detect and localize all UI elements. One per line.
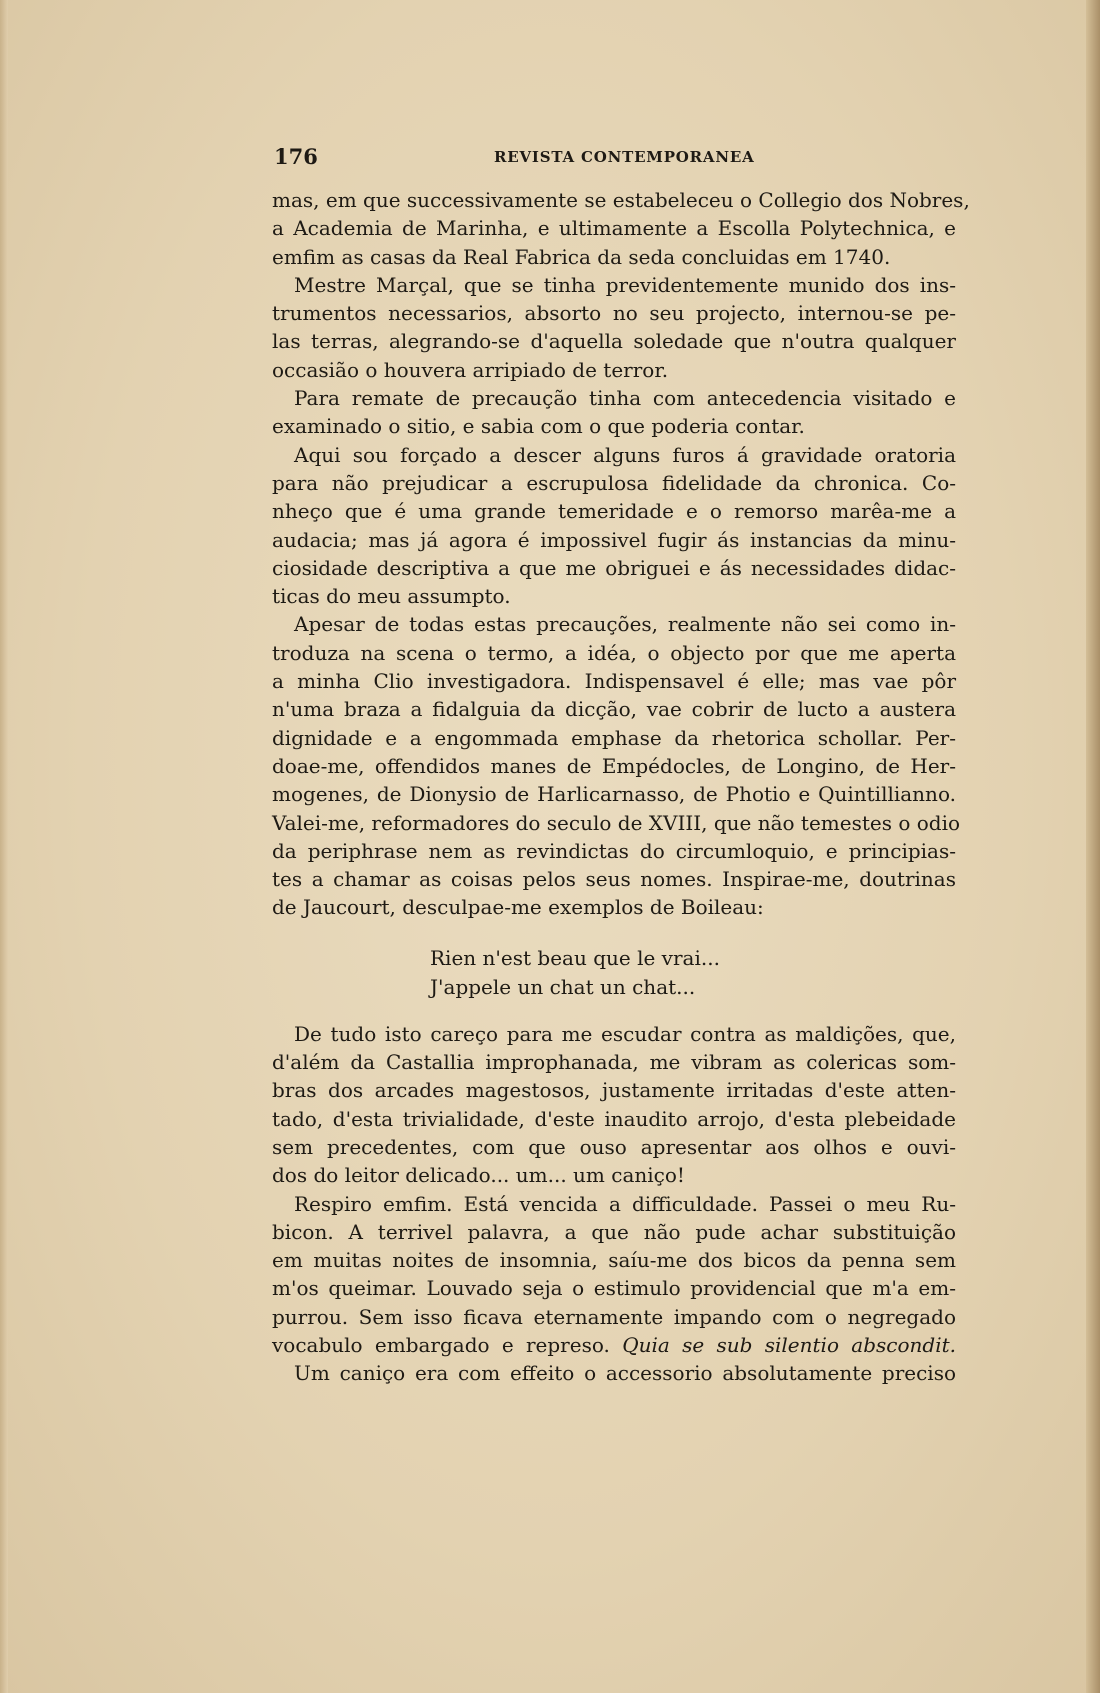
- text-line: d'além da Castallia improphanada, me vibram as colericas som-: [272, 1050, 956, 1075]
- text-line: para não prejudicar a escrupulosa fidelidade da chronica. Co-: [272, 470, 956, 495]
- text-line: ciosidade descriptiva a que me obriguei e ás necessidades didac-: [272, 555, 956, 580]
- verse-quote: [272, 944, 956, 1002]
- text-line: n'uma braza a fidalguia da dicção, vae cobrir de lucto a austera: [272, 697, 956, 722]
- running-head: REVISTA CONTEMPORANEA: [494, 148, 755, 166]
- text-line: nheço que é uma grande temeridade e o remorso marêa-me a: [272, 499, 956, 524]
- text-line: troduza na scena o termo, a idéa, o objecto por que me aperta: [272, 640, 956, 665]
- text-line: audacia; mas já agora é impossivel fugir ás instancias da minu-: [272, 527, 956, 552]
- paragraph-start: Aqui sou forçado a descer alguns furos á gravidade oratoria: [294, 442, 956, 467]
- body-text: [272, 186, 970, 1388]
- verse-line: J'appele un chat un chat...: [430, 974, 696, 999]
- verse-line: Rien n'est beau que le vrai...: [430, 945, 720, 970]
- text-line: bicon. A terrivel palavra, a que não pude achar substituição: [272, 1219, 956, 1244]
- text-line: de Jaucourt, desculpae-me exemplos de Boileau:: [272, 895, 764, 920]
- text-line: ticas do meu assumpto.: [272, 584, 511, 609]
- text-line: las terras, alegrando-se d'aquella soledade que n'outra qualquer: [272, 329, 956, 354]
- text-line: a minha Clio investigadora. Indispensavel é elle; mas vae pôr: [272, 669, 956, 694]
- paragraph-start: De tudo isto careço para me escudar contra as maldições, que,: [294, 1021, 956, 1046]
- text-line: mogenes, de Dionysio de Harlicarnasso, de Photio e Quintillianno.: [272, 782, 956, 807]
- paragraph-start: Para remate de precaução tinha com antecedencia visitado e: [294, 386, 956, 411]
- text-line: sem precedentes, com que ouso apresentar aos olhos e ouvi-: [272, 1134, 956, 1159]
- latin-quotation: Quia se sub silentio abscondit.: [622, 1332, 957, 1357]
- text-line: m'os queimar. Louvado seja o estimulo providencial que m'a em-: [272, 1276, 956, 1301]
- text-line: occasião o houvera arripiado de terror.: [272, 357, 669, 382]
- text-line: doae-me, offendidos manes de Empédocles, de Longino, de Her-: [272, 753, 956, 778]
- paragraph-start: Respiro emfim. Está vencida a difficuldade. Passei o meu Ru-: [294, 1191, 956, 1216]
- text-line: Valei-me, reformadores do seculo de XVIII, que não temestes o odio: [272, 810, 961, 835]
- text-line: mas, em que successivamente se estabeleceu o Collegio dos Nobres,: [272, 188, 970, 212]
- page-number: 176: [274, 144, 318, 169]
- text-line: dignidade e a engommada emphase da rhetorica schollar. Per-: [272, 725, 956, 750]
- text-line: tes a chamar as coisas pelos seus nomes. Inspirae-me, doutrinas: [272, 867, 956, 892]
- text-line: trumentos necessarios, absorto no seu projecto, internou-se pe-: [272, 301, 956, 326]
- page-header: [274, 144, 954, 168]
- page-left-edge: [0, 0, 8, 1693]
- text-line: examinado o sitio, e sabia com o que poderia contar.: [272, 414, 805, 439]
- text-line: a Academia de Marinha, e ultimamente a Escolla Polytechnica, e: [272, 216, 956, 241]
- text-line: purrou. Sem isso ficava eternamente impando com o negregado: [272, 1304, 956, 1329]
- text-line: da periphrase nem as revindictas do circumloquio, e principias-: [272, 838, 956, 863]
- text-line: bras dos arcades magestosos, justamente irritadas d'este atten-: [272, 1078, 956, 1103]
- page-right-edge: [1086, 0, 1100, 1693]
- paragraph-start: Mestre Marçal, que se tinha previdentemente munido dos ins-: [294, 272, 956, 297]
- text-line: em muitas noites de insomnia, saíu-me dos bicos da penna sem: [272, 1248, 956, 1273]
- text-line: emfim as casas da Real Fabrica da seda concluidas em 1740.: [272, 244, 891, 269]
- paragraph-start: Um caniço era com effeito o accessorio absolutamente preciso: [294, 1361, 956, 1386]
- text-fragment: vocabulo embargado e represo.: [272, 1332, 610, 1357]
- paragraph-start: Apesar de todas estas precauções, realmente não sei como in-: [294, 612, 956, 637]
- text-line-latin: [272, 1331, 956, 1359]
- text-line: dos do leitor delicado... um... um caniço!: [272, 1163, 685, 1188]
- text-line: tado, d'esta trivialidade, d'este inaudito arrojo, d'esta plebeidade: [272, 1106, 956, 1131]
